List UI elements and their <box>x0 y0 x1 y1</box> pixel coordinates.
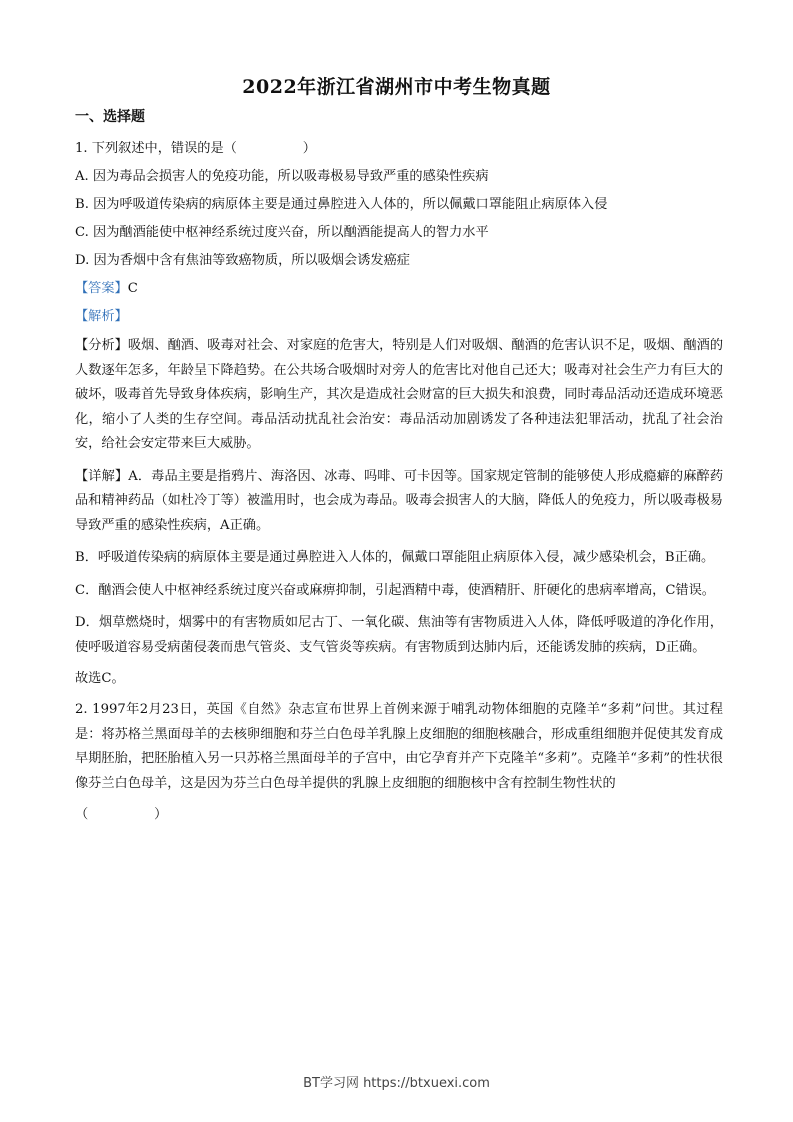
answer-value: C <box>127 281 138 296</box>
section-heading: 一、选择题 <box>75 109 145 125</box>
page-title: 2022年浙江省湖州市中考生物真题 <box>242 76 551 98</box>
xiangjie-c-paragraph: C．酗酒会使人中枢神经系统过度兴奋或麻痹抑制，引起酒精中毒，使酒精肝、肝硬化的患病率增高，C错误。 <box>75 582 715 598</box>
answer-label: 【答案】 <box>75 281 128 296</box>
xiangjie-label: 【详解】 <box>75 468 129 484</box>
analysis-label: 【解析】 <box>75 309 128 324</box>
conclusion: 故选C。 <box>75 671 125 686</box>
fenxi-text: 吸烟、酗酒、吸毒对社会、对家庭的危害大，特别是人们对吸烟、酗酒的危害认识不足，吸烟、酗酒的人数逐年怎多，年龄呈下降趋势。在公共场合吸烟时对旁人的危害比对他自己还大；吸毒对社会生产力有巨大的破坏，吸毒首先导致身体疾病，影响生产，其次是造成社会财富的巨大损失和浪费，同时毒品活动还造成环境恶化，缩小了人类的生存空间。毒品活动扰乱社会治安：毒品活动加剧诱发了各种违法犯罪活动，扰乱了社会治安，给社会安定带来巨大威胁。 <box>75 338 724 451</box>
question-1-option-c: C. 因为酗酒能使中枢神经系统过度兴奋，所以酗酒能提高人的智力水平 <box>75 225 489 240</box>
xiangjie-a-paragraph <box>75 465 723 539</box>
xiangjie-b-paragraph: B．呼吸道传染病的病原体主要是通过鼻腔进入人体的，佩戴口罩能阻止病原体入侵，减少感染机会，B正确。 <box>75 550 715 565</box>
question-2-blank: （ ） <box>75 807 168 822</box>
answer-line <box>75 278 723 300</box>
xiangjie-a-text: A．毒品主要是指鸦片、海洛因、冰毒、吗啡、可卡因等。国家规定管制的能够使人形成瘾癖的麻醉药品和精神药品（如杜冷丁等）被滥用时，也会成为毒品。吸毒会损害人的大脑，降低人的免疫力，所以吸毒极易导致严重的感染性疾病，A正确。 <box>75 468 724 533</box>
footer-watermark: BT学习网 https://btxuexi.com <box>303 1076 490 1091</box>
question-1-stem: 1. 下列叙述中，错误的是（ ） <box>75 141 316 156</box>
question-1-option-d: D. 因为香烟中含有焦油等致癌物质，所以吸烟会诱发癌症 <box>75 253 410 268</box>
question-1-option-a: A. 因为毒品会损害人的免疫功能，所以吸毒极易导致严重的感染性疾病 <box>75 169 489 184</box>
analysis-line <box>75 306 723 328</box>
xiangjie-d-paragraph: D．烟草燃烧时，烟雾中的有害物质如尼古丁、一氧化碳、焦油等有害物质进入人体，降低呼吸道的净化作用，使呼吸道容易受病菌侵袭而患气管炎、支气管炎等疾病。有害物质到达肺内后，还能诱发肺的疾病，D正确。 <box>75 615 723 655</box>
fenxi-paragraph <box>75 334 723 457</box>
question-1-option-b: B. 因为呼吸道传染病的病原体主要是通过鼻腔进入人体的，所以佩戴口罩能阻止病原体入侵 <box>75 197 608 212</box>
question-2-stem: 2. 1997年2月23日，英国《自然》杂志宣布世界上首例来源于哺乳动物体细胞的克隆羊“多莉”问世。其过程是：将苏格兰黑面母羊的去核卵细胞和芬兰白色母羊乳腺上皮细胞的细胞核融合，形成重组细胞并促使其发育成早期胚胎，把胚胎植入另一只苏格兰黑面母羊的子宫中，由它孕育并产下克隆羊“多莉”。克隆羊“多莉”的性状很像芬兰白色母羊，这是因为芬兰白色母羊提供的乳腺上皮细胞的细胞核中含有控制生物性状的 <box>75 702 723 791</box>
fenxi-label: 【分析】 <box>75 338 128 353</box>
document-body <box>75 106 723 834</box>
